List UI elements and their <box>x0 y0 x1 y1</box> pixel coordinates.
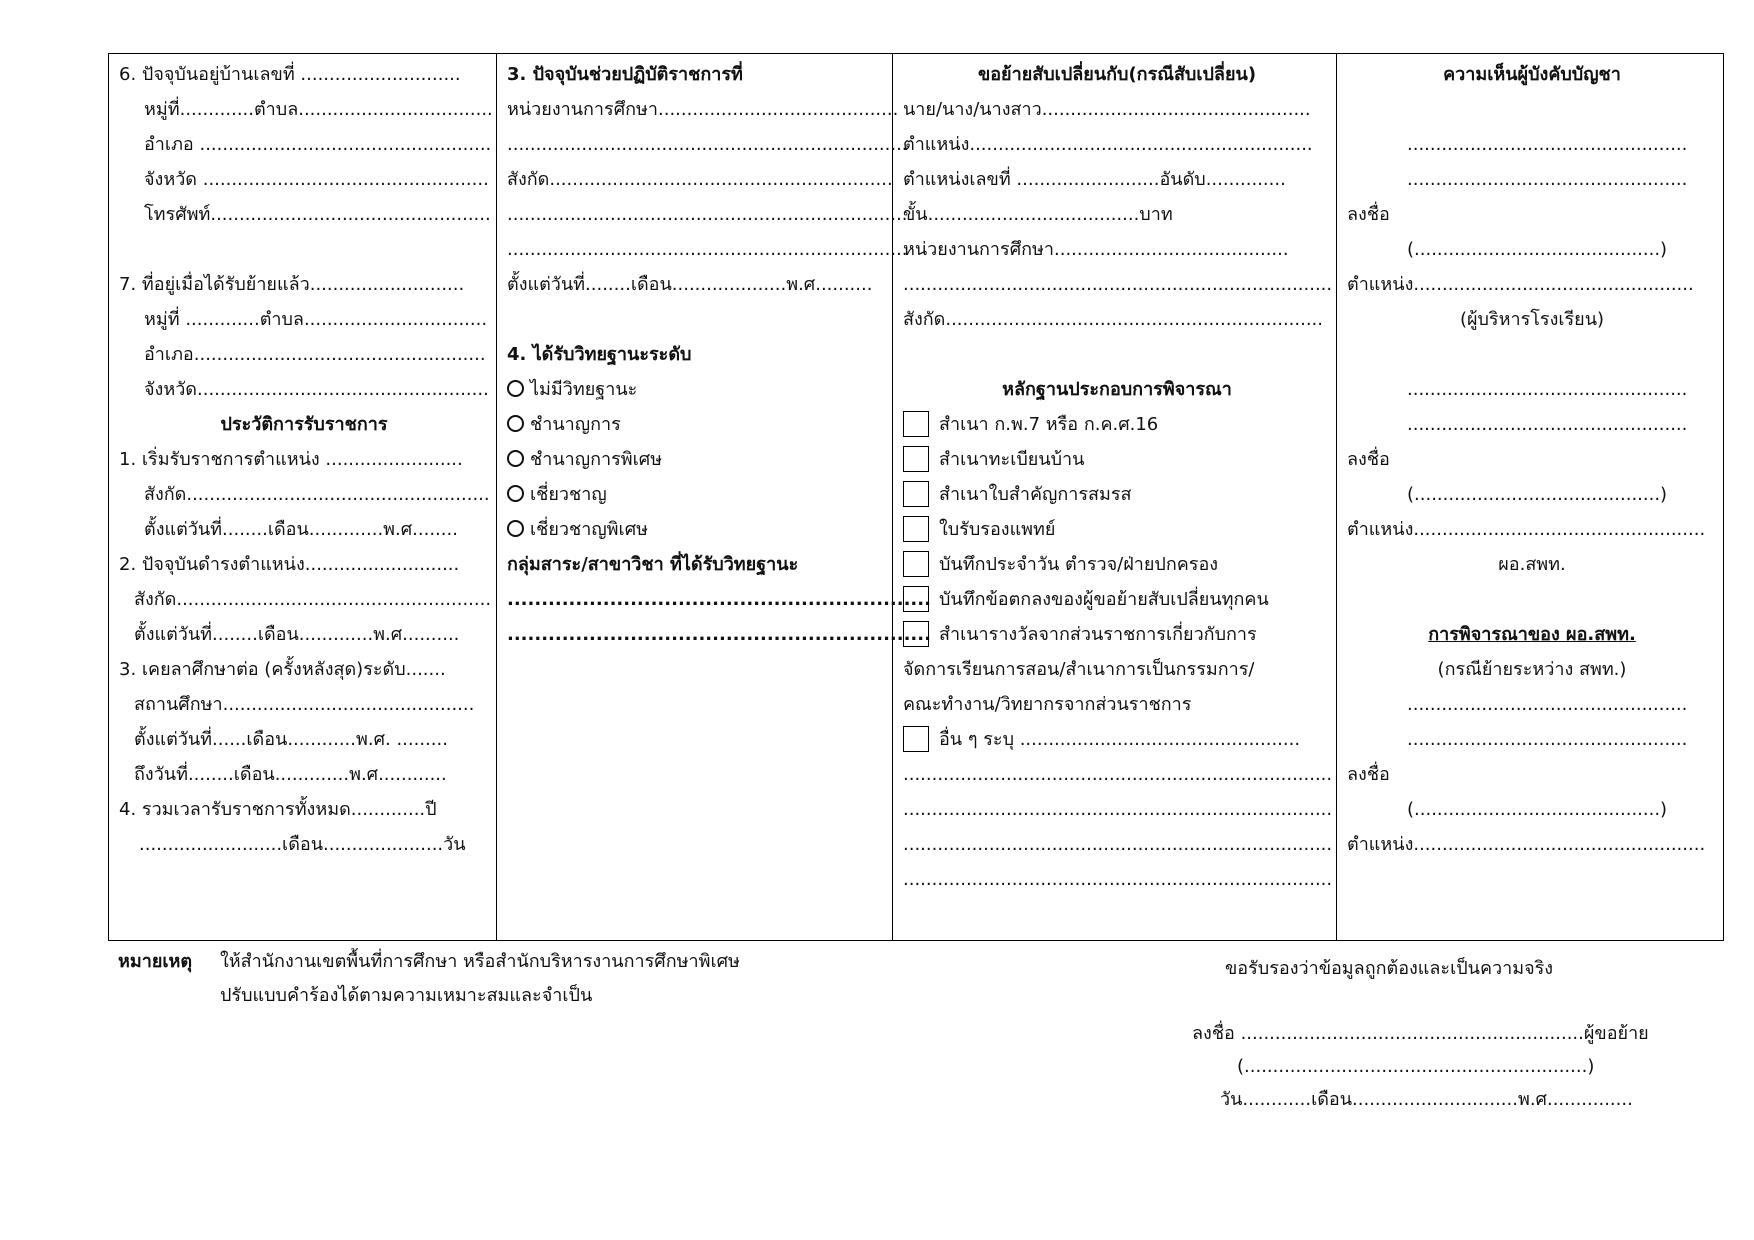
other-dots-line: ........................................................................... <box>903 799 1333 820</box>
opinion-dots: ................................................. <box>1407 169 1688 190</box>
new-village-line: หมู่ที่ .............ตำบล................................ <box>144 309 488 330</box>
standing-option-expert[interactable]: เชี่ยวชาญ <box>507 481 607 509</box>
current-position-line: 2. ปัจจุบันดำรงตำแหน่ง........................... <box>119 554 460 575</box>
current-since-date-line: ตั้งแต่วันที่........เดือน.............พ.ศ.......... <box>134 624 460 645</box>
signer-position-line: ตำแหน่ง................................................. <box>1347 274 1694 295</box>
school-director-role: (ผู้บริหารโรงเรียน) <box>1459 309 1605 330</box>
radio-icon[interactable] <box>507 380 524 397</box>
evidence-item[interactable]: ใบรับรองแพทย์ <box>903 516 1055 544</box>
other-dots-line: ........................................................................... <box>903 834 1333 855</box>
total-service-line: 4. รวมเวลารับราชการทั้งหมด.............ปี <box>119 799 437 820</box>
first-affiliation-line: สังกัด..................................................... <box>144 484 490 505</box>
applicant-name-parentheses: (............................................................) <box>1237 1056 1595 1077</box>
remark-text-line-1: ให้สำนักงานเขตพื้นที่การศึกษา หรือสำนักบริหารงานการศึกษาพิเศษ <box>220 951 740 972</box>
standing-option-professional[interactable]: ชำนาญการ <box>507 411 621 439</box>
assisting-since-date-line: ตั้งแต่วันที่........เดือน....................พ.ศ.......... <box>507 274 873 295</box>
swap-agency-line: หน่วยงานการศึกษา......................................... <box>903 239 1289 260</box>
subject-group-dots-1: .............................................................. <box>507 589 931 610</box>
institution-line: สถานศึกษา............................................ <box>134 694 475 715</box>
checkbox[interactable] <box>903 726 929 752</box>
opinion-dots: ................................................. <box>1407 694 1688 715</box>
applicant-date-line: วัน............เดือน.............................พ.ศ............... <box>1220 1089 1633 1110</box>
signer-position-line: ตำแหน่ง................................................... <box>1347 834 1706 855</box>
swap-position-number-line: ตำแหน่งเลขที่ .........................อันดับ.............. <box>903 169 1286 190</box>
assisting-affiliation-line: สังกัด............................................................ <box>507 169 893 190</box>
checkbox[interactable] <box>903 481 929 507</box>
evidence-item[interactable]: บันทึกข้อตกลงของผู้ขอย้ายสับเปลี่ยนทุกคน <box>903 586 1269 614</box>
checkbox[interactable] <box>903 621 929 647</box>
evidence-other-item[interactable]: อื่น ๆ ระบุ ................................................. <box>903 726 1300 754</box>
opinion-dots: ................................................. <box>1407 134 1688 155</box>
current-province-line: จังหวัด .................................................. <box>144 169 489 190</box>
evidence-item[interactable]: สำเนารางวัลจากส่วนราชการเกี่ยวกับการ <box>903 621 1257 649</box>
swap-salary-line: ขั้น.....................................บาท <box>903 204 1173 225</box>
radio-icon[interactable] <box>507 520 524 537</box>
study-leave-line: 3. เคยลาศึกษาต่อ (ครั้งหลังสุด)ระดับ....... <box>119 659 446 680</box>
current-district-line: อำเภอ ................................................... <box>144 134 492 155</box>
signer-position-line: ตำแหน่ง................................................... <box>1347 519 1706 540</box>
service-history-heading: ประวัติการรับราชการ <box>220 414 388 435</box>
evidence-heading: หลักฐานประกอบการพิจารณา <box>1002 379 1232 400</box>
standing-option-none[interactable]: ไม่มีวิทยฐานะ <box>507 376 637 404</box>
current-affiliation-line: สังกัด....................................................... <box>134 589 492 610</box>
phone-line: โทรศัพท์................................................. <box>144 204 491 225</box>
new-address-line: 7. ที่อยู่เมื่อได้รับย้ายแล้ว........................... <box>119 274 465 295</box>
radio-icon[interactable] <box>507 485 524 502</box>
opinion-dots: ................................................. <box>1407 729 1688 750</box>
signer-name-parentheses: (...........................................) <box>1407 484 1668 505</box>
assisting-agency-line: หน่วยงานการศึกษา.......................................... <box>507 99 899 120</box>
subject-group-heading: กลุ่มสาระ/สาขาวิชา ที่ได้รับวิทยฐานะ <box>507 554 799 575</box>
signer-name-parentheses: (...........................................) <box>1407 239 1668 260</box>
evidence-item-continued: จัดการเรียนการสอน/สำเนาการเป็นกรรมการ/ <box>903 659 1255 680</box>
inter-area-transfer-note: (กรณีย้ายระหว่าง สพท.) <box>1437 659 1627 680</box>
total-service-months-line: .........................เดือน.....................วัน <box>139 834 466 855</box>
current-address-line: 6. ปัจจุบันอยู่บ้านเลขที่ ............................ <box>119 64 461 85</box>
evidence-item[interactable]: สำเนาทะเบียนบ้าน <box>903 446 1084 474</box>
evidence-item-continued: คณะทำงาน/วิทยากรจากส่วนราชการ <box>903 694 1192 715</box>
standing-option-senior-professional[interactable]: ชำนาญการพิเศษ <box>507 446 662 474</box>
study-from-date-line: ตั้งแต่วันที่......เดือน............พ.ศ. ......... <box>134 729 448 750</box>
first-position-line: 1. เริ่มรับราชการตำแหน่ง ........................ <box>119 449 463 470</box>
checkbox[interactable] <box>903 551 929 577</box>
assisting-dots-2: ...................................................................... <box>507 239 908 260</box>
signer-name-parentheses: (...........................................) <box>1407 799 1668 820</box>
sign-label: ลงชื่อ <box>1347 204 1390 225</box>
swap-agency-dots: ........................................................................... <box>903 274 1333 295</box>
column-divider <box>1336 54 1337 940</box>
area-director-consideration-heading: การพิจารณาของ ผอ.สพท. <box>1428 624 1636 645</box>
sign-label: ลงชื่อ <box>1347 449 1390 470</box>
opinion-dots: ................................................. <box>1407 414 1688 435</box>
swap-position-line: ตำแหน่ง............................................................ <box>903 134 1313 155</box>
assisting-dots-1: ...................................................................... <box>507 204 908 225</box>
radio-icon[interactable] <box>507 450 524 467</box>
swap-name-line: นาย/นาง/นางสาว............................................... <box>903 99 1311 120</box>
checkbox[interactable] <box>903 516 929 542</box>
other-dots-line: ........................................................................... <box>903 869 1333 890</box>
subject-group-dots-2: .............................................................. <box>507 624 931 645</box>
current-village-line: หมู่ที่.............ตำบล.................................. <box>144 99 493 120</box>
checkbox[interactable] <box>903 446 929 472</box>
transfer-form-table <box>108 53 1724 941</box>
swap-heading: ขอย้ายสับเปลี่ยนกับ(กรณีสับเปลี่ยน) <box>977 64 1257 85</box>
sign-label: ลงชื่อ <box>1347 764 1390 785</box>
academic-standing-heading: 4. ได้รับวิทยฐานะระดับ <box>507 344 692 365</box>
evidence-item[interactable]: บันทึกประจำวัน ตำรวจ/ฝ่ายปกครอง <box>903 551 1218 579</box>
other-dots-line: ........................................................................... <box>903 764 1333 785</box>
radio-icon[interactable] <box>507 415 524 432</box>
standing-option-senior-expert[interactable]: เชี่ยวชาญพิเศษ <box>507 516 648 544</box>
first-since-date-line: ตั้งแต่วันที่........เดือน.............พ.ศ........ <box>144 519 458 540</box>
assisting-duty-heading: 3. ปัจจุบันช่วยปฏิบัติราชการที่ <box>507 64 743 85</box>
assisting-agency-dots: ...................................................................... <box>507 134 908 155</box>
checkbox[interactable] <box>903 411 929 437</box>
new-province-line: จังหวัด................................................... <box>144 379 489 400</box>
checkbox[interactable] <box>903 586 929 612</box>
new-district-line: อำเภอ................................................... <box>144 344 486 365</box>
swap-affiliation-line: สังกัด.................................................................. <box>903 309 1323 330</box>
area-director-role: ผอ.สพท. <box>1498 554 1566 575</box>
study-to-date-line: ถึงวันที่........เดือน.............พ.ศ............ <box>134 764 447 785</box>
remark-label: หมายเหตุ <box>118 951 193 972</box>
supervisor-opinion-heading: ความเห็นผู้บังคับบัญชา <box>1443 64 1621 85</box>
remark-text-line-2: ปรับแบบคำร้องได้ตามความเหมาะสมและจำเป็น <box>220 985 593 1006</box>
evidence-item[interactable]: สำเนาใบสำคัญการสมรส <box>903 481 1132 509</box>
opinion-dots: ................................................. <box>1407 379 1688 400</box>
applicant-sign-line: ลงชื่อ ............................................................ผู้ขอย้าย <box>1192 1023 1649 1044</box>
column-divider <box>496 54 497 940</box>
certify-statement: ขอรับรองว่าข้อมูลถูกต้องและเป็นความจริง <box>1225 958 1554 979</box>
evidence-item[interactable]: สำเนา ก.พ.7 หรือ ก.ค.ศ.16 <box>903 411 1158 439</box>
